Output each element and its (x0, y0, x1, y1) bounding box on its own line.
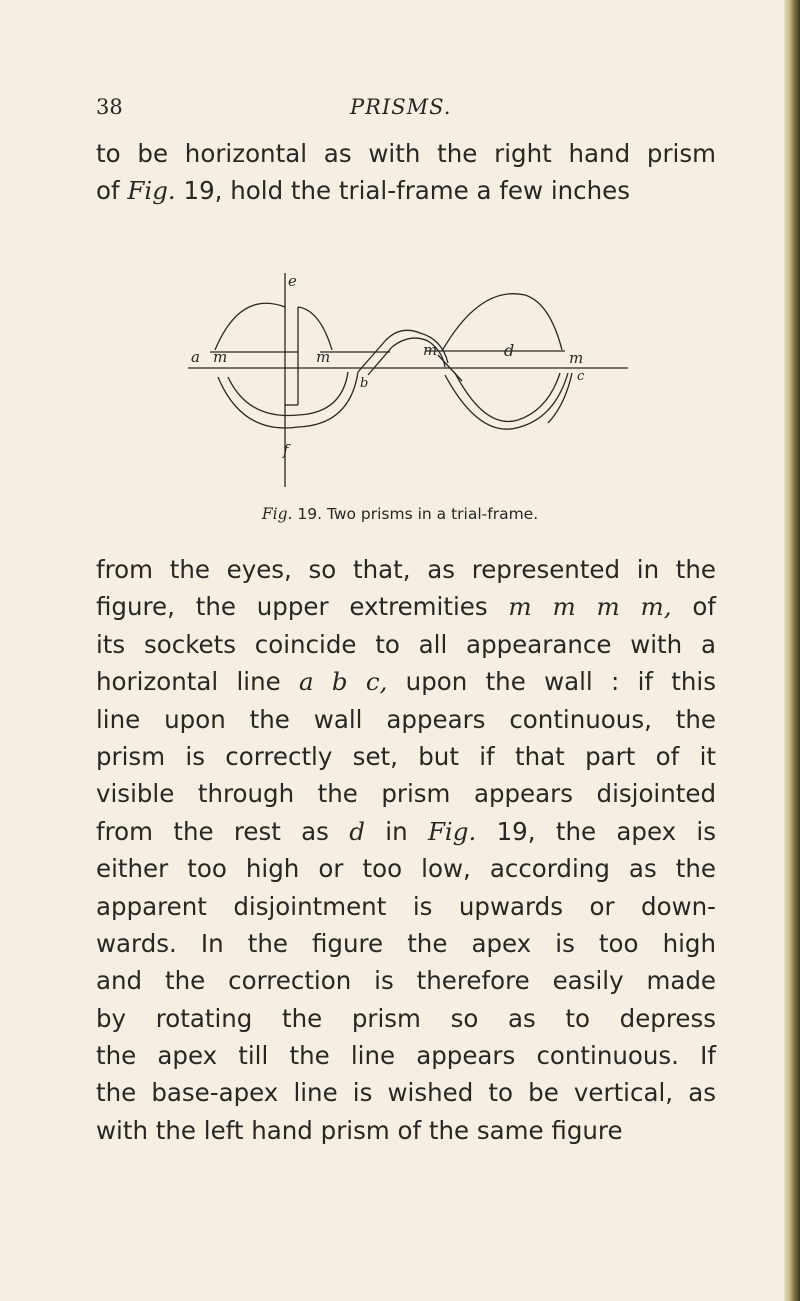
text-line (96, 850, 716, 887)
label-d: d (504, 341, 515, 360)
text-line (96, 738, 716, 775)
running-title: PRISMS. (350, 95, 452, 119)
text-line (96, 1112, 716, 1149)
text-line (96, 701, 716, 738)
text-run: in (364, 816, 428, 846)
prism-diagram (180, 255, 630, 500)
italic-text: Fig. (127, 176, 176, 206)
label-c: c (577, 369, 585, 384)
text-line (96, 775, 716, 812)
label-e: e (288, 272, 297, 290)
text-run: from the rest as (96, 816, 350, 846)
text-run: apparent disjointment is upwards or down- (96, 891, 716, 921)
label-m-2: m (316, 348, 331, 366)
text-run: 19, hold the trial-frame a few inches (175, 176, 630, 206)
text-run: the base-apex line is wished to be vertical, as (96, 1078, 716, 1108)
text-line (96, 1074, 716, 1111)
label-a: a (191, 348, 200, 366)
center-arc-1 (298, 307, 332, 350)
text-run: either too high or too low, according as the (96, 854, 716, 884)
text-run: wards. In the figure the apex is too high (96, 928, 716, 958)
text-run: to be horizontal as with the right hand prism (96, 139, 716, 168)
label-m-4: m (569, 349, 584, 367)
text-run: figure, the upper extremities (96, 592, 509, 622)
center-diag-2 (368, 347, 392, 375)
left-prism-bottom-arc (218, 377, 298, 428)
text-run: upon the wall : if this (387, 667, 716, 697)
text-line (96, 1000, 716, 1037)
text-line (96, 888, 716, 925)
text-run: of (96, 176, 128, 206)
text-line (96, 135, 716, 172)
italic-text: Fig. (427, 816, 477, 846)
right-prism-top-arc (442, 294, 562, 351)
running-head (96, 95, 716, 125)
label-m-3: m (423, 341, 438, 359)
text-run: prism is correctly set, but if that part of it (96, 741, 716, 771)
center-arc-4 (385, 330, 448, 363)
label-m-1: m (213, 348, 228, 366)
text-run: with the left hand prism of the same figure (96, 1115, 623, 1145)
left-prism-top-arc (215, 303, 285, 350)
text-line (96, 1037, 716, 1074)
italic-text: m m m m, (508, 592, 672, 622)
text-line (96, 588, 716, 625)
text-run: horizontal line (96, 667, 299, 697)
page-number: 38 (96, 95, 123, 119)
italic-text: a b c, (299, 667, 388, 697)
text-run: visible through the prism appears disjointed (96, 779, 716, 809)
text-line (96, 663, 716, 700)
text-line (96, 813, 716, 850)
text-line (96, 962, 716, 999)
text-run: its sockets coincide to all appearance with a (96, 629, 716, 659)
label-f: f (283, 441, 289, 459)
paragraph-top (96, 135, 716, 210)
italic-text: d (349, 816, 365, 846)
page-edge-shadow (784, 0, 800, 1301)
paragraph-main (96, 551, 716, 1149)
text-run: of (671, 592, 717, 622)
text-line (96, 172, 716, 209)
label-b: b (360, 376, 369, 391)
text-run: and the correction is therefore easily made (96, 966, 716, 996)
text-run: by rotating the prism so as to depress (96, 1003, 716, 1033)
figure-19 (180, 255, 630, 500)
text-run: from the eyes, so that, as represented in the (96, 555, 716, 584)
text-run: the apex till the line appears continuous. If (96, 1041, 716, 1071)
text-line (96, 925, 716, 962)
caption-text: 19. Two prisms in a trial-frame. (292, 505, 539, 523)
center-arc-3 (298, 372, 348, 415)
text-line (96, 551, 716, 588)
text-run: 19, the apex is (476, 816, 716, 846)
right-prism-outer-arc (548, 373, 572, 423)
caption-label: Fig. (261, 505, 293, 523)
figure-caption (0, 505, 800, 523)
text-run: line upon the wall appears continuous, the (96, 704, 716, 734)
center-arc-2 (298, 372, 358, 427)
text-line (96, 626, 716, 663)
